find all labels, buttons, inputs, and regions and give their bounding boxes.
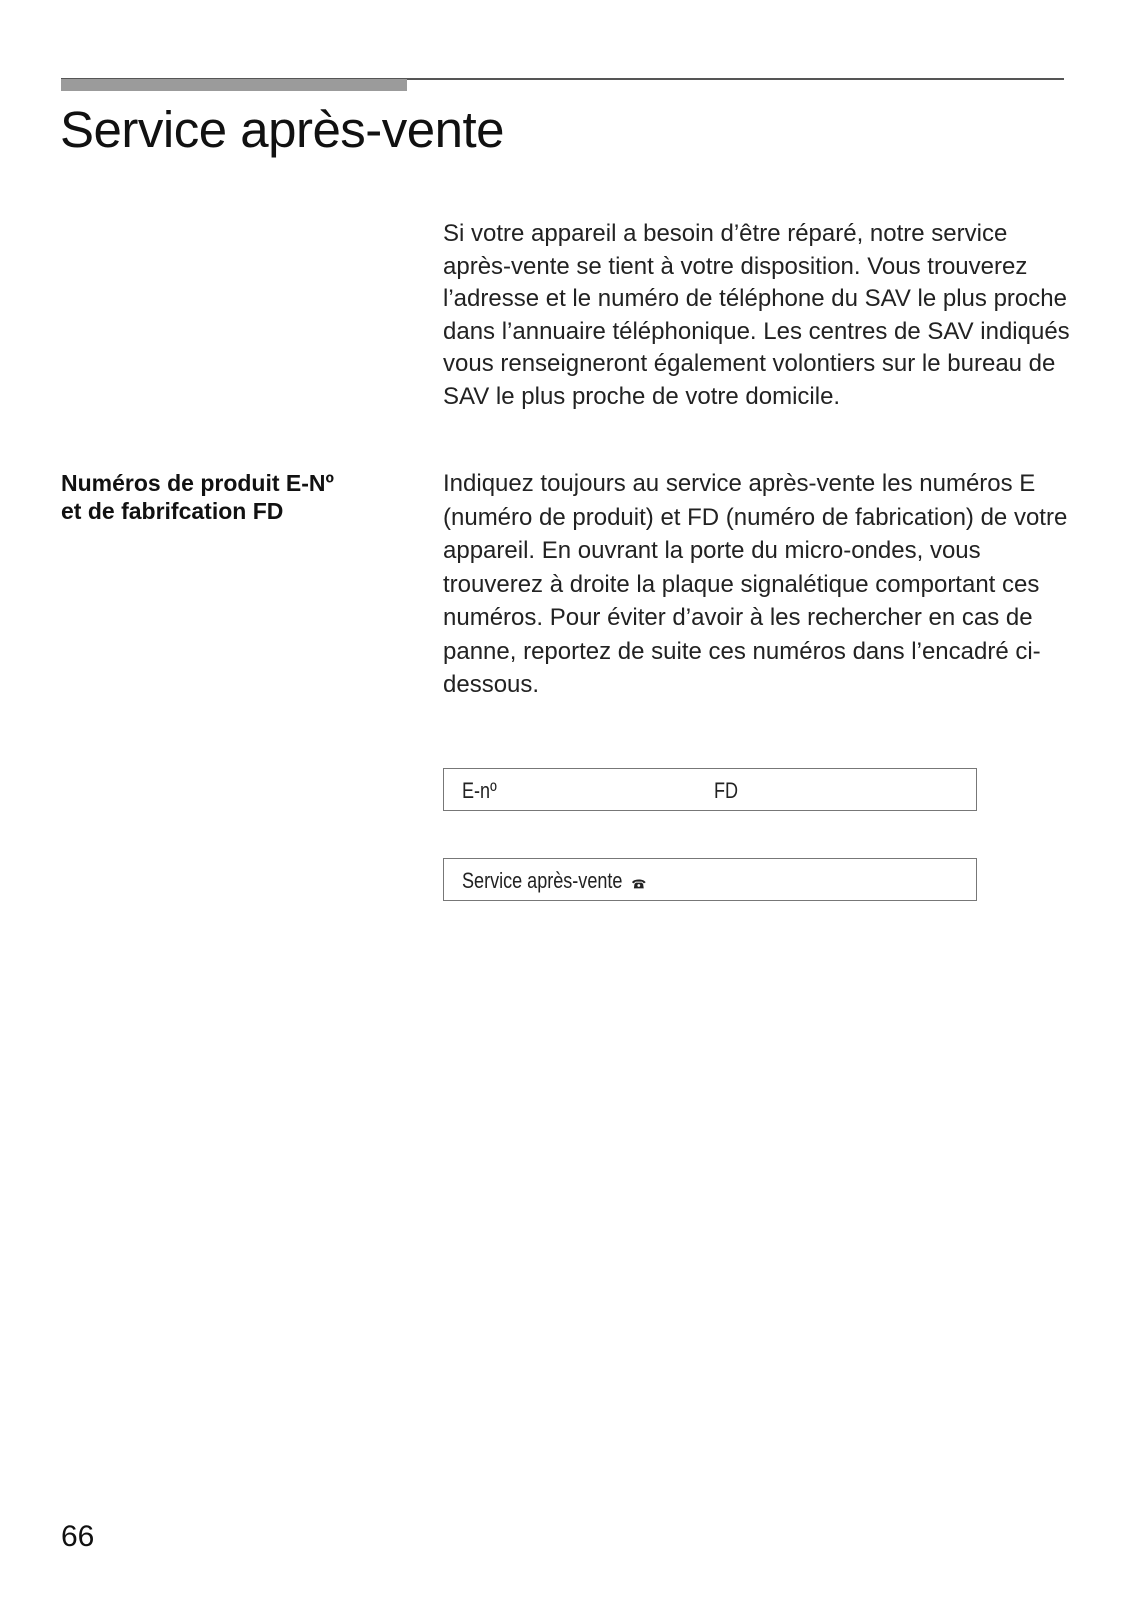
product-numbers-paragraph: Indiquez toujours au service après-vente les numéros E (numéro de produit) et FD (numéro de fabrication) de votre appareil. En ouvrant la porte du micro-ondes, vous trouverez à droite la plaque signalétique comportant ces numéros. Pour éviter d’avoir à les rechercher en cas de panne, reportez de suite ces numéros dans l’encadré ci-dessous. (443, 470, 1068, 698)
header-accent-bar (61, 79, 407, 91)
product-numbers-heading-line1: Numéros de produit E-Nº (61, 470, 334, 496)
e-number-label: E-nº (462, 778, 497, 803)
product-numbers-heading-line2: et de fabrifcation FD (61, 498, 284, 524)
page-number: 66 (61, 1520, 95, 1553)
product-number-box (443, 768, 977, 811)
phone-icon (631, 878, 647, 889)
service-contact-row (462, 868, 644, 894)
product-numbers-heading (61, 469, 421, 525)
service-contact-box (443, 858, 977, 901)
service-contact-label: Service après-vente (462, 868, 623, 893)
page-title: Service après-vente (60, 101, 505, 158)
intro-paragraph: Si votre appareil a besoin d’être réparé, notre service après-vente se tient à votre disposition. Vous trouverez l’adresse et le numéro de téléphone du SAV le plus proche dans l’annuaire téléphonique. Les centres de SAV indiqués vous renseigneront également volontiers sur le bureau de SAV le plus proche de votre domicile. (443, 220, 1070, 410)
fd-number-label: FD (714, 778, 739, 803)
